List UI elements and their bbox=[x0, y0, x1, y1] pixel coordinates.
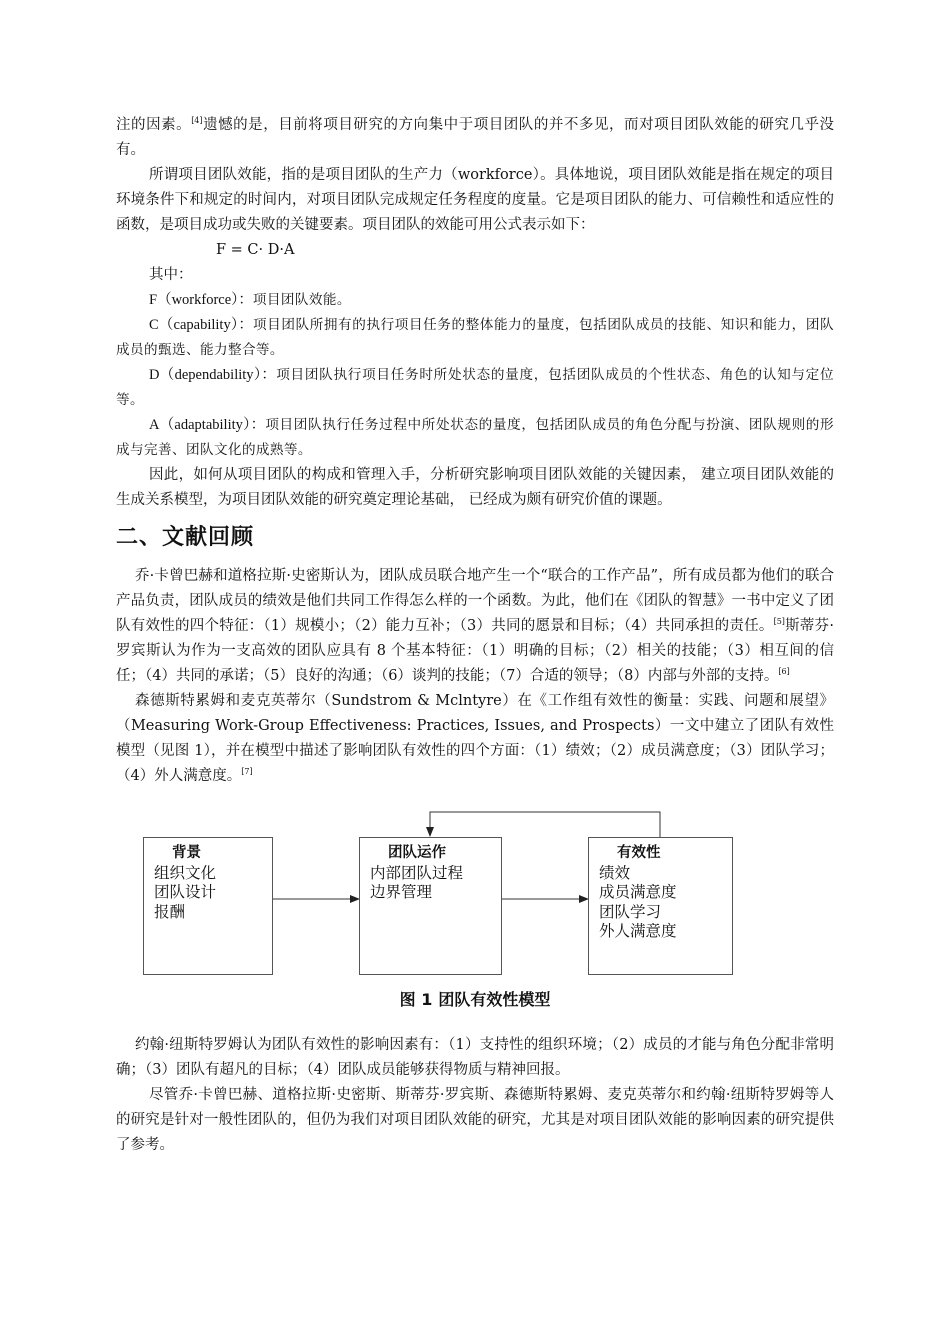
citation-6: [6] bbox=[778, 667, 790, 676]
box-effectiveness-item: 成员满意度 bbox=[599, 883, 677, 901]
definition-list bbox=[116, 288, 834, 463]
paragraph-review-2: 森德斯特累姆和麦克英蒂尔（Sundstrom & Mclntyre）在《工作组有效性的衡量：实践、问题和展望》（Measuring Work-Group Effectiveness: Practices, Issues, and Prospects）一文中建立了团队有效性模型（见图 1），并在模型中描述了影响团队有效性的四个方面：（1）绩效；（2）成员满意度；（3）团队学习；（4）外人满意度。[7] bbox=[116, 693, 834, 784]
citation-4: [4] bbox=[191, 116, 203, 125]
definition-f: F（workforce）：项目团队效能。 bbox=[149, 292, 351, 308]
box-effectiveness-title: 有效性 bbox=[617, 845, 661, 861]
formula: F = C· D·A bbox=[216, 242, 295, 258]
box-effectiveness-item: 绩效 bbox=[599, 863, 631, 882]
paragraph-intro-1: 注的因素。[4]遗憾的是，目前将项目研究的方向集中于项目团队的并不多见，而对项目团队效能的研究几乎没有。 bbox=[116, 116, 835, 158]
box-effectiveness-item: 团队学习 bbox=[599, 902, 662, 921]
definition-a: A（adaptability）：项目团队执行任务过程中所处状态的量度，包括团队成员的角色分配与扮演、团队规则的形成与完善、团队文化的成熟等。 bbox=[116, 417, 835, 458]
box-background-item: 团队设计 bbox=[154, 883, 217, 901]
box-team-operation bbox=[359, 837, 502, 975]
figure-team-effectiveness-model bbox=[116, 797, 834, 983]
box-team-operation-title: 团队运作 bbox=[388, 845, 446, 861]
section-heading: 二、文献回顾 bbox=[116, 525, 255, 550]
definition-d: D（dependability）：项目团队执行项目任务时所处状态的量度，包括团队成员的个性状态、角色的认知与定位等。 bbox=[116, 367, 834, 408]
figure-caption: 图 1 团队有效性模型 bbox=[399, 990, 551, 1009]
feedback-arrow-effectiveness-to-operation bbox=[430, 812, 660, 837]
paragraph-review-1: 乔·卡曾巴赫和道格拉斯·史密斯认为，团队成员联合地产生一个“联合的工作产品”，所有成员都为他们的联合产品负责，团队成员的绩效是他们共同工作得怎么样的一个函数。为此，他们在《团队的智慧》一书中定义了团队有效性的四个特征：（1）规模小；（2）能力互补；（3）共同的愿景和目标；（4）共同承担的责任。[5]斯蒂芬·罗宾斯认为作为一支高效的团队应具有 8 个基本特征：（1）明确的目标；（2）相关的技能；（3）相互间的信任；（4）共同的承诺；（5）良好的沟通；（6）谈判的技能；（7）合适的领导；（8）内部与外部的支持。[6] bbox=[116, 568, 835, 684]
document-page bbox=[116, 113, 834, 1158]
box-background-item: 组织文化 bbox=[154, 863, 217, 882]
box-background bbox=[143, 837, 273, 975]
citation-7: [7] bbox=[241, 767, 253, 776]
box-background-title: 背景 bbox=[172, 845, 201, 861]
box-team-operation-item: 边界管理 bbox=[370, 883, 433, 901]
where-label: 其中： bbox=[149, 267, 193, 283]
box-background-item: 报酬 bbox=[154, 902, 186, 921]
paragraph-review-4: 尽管乔·卡曾巴赫、道格拉斯·史密斯、斯蒂芬·罗宾斯、森德斯特累姆、麦克英蒂尔和约翰·纽斯特罗姆等人的研究是针对一般性团队的，但仍为我们对项目团队效能的研究，尤其是对项目团队效能的影响因素的研究提供了参考。 bbox=[116, 1087, 834, 1153]
paragraph-intro-3: 因此，如何从项目团队的构成和管理入手，分析研究影响项目团队效能的关键因素， 建立项目团队效能的生成关系模型，为项目团队效能的研究奠定理论基础， 已经成为颇有研究价值的课题。 bbox=[116, 467, 834, 508]
paragraph-review-3: 约翰·纽斯特罗姆认为团队有效性的影响因素有：（1）支持性的组织环境；（2）成员的才能与角色分配非常明确；（3）团队有超凡的目标；（4）团队成员能够获得物质与精神回报。 bbox=[116, 1037, 834, 1078]
citation-5: [5] bbox=[773, 617, 785, 626]
box-effectiveness-item: 外人满意度 bbox=[599, 922, 677, 940]
paragraph-intro-2: 所谓项目团队效能，指的是项目团队的生产力（workforce）。具体地说，项目团队效能是指在规定的项目环境条件下和规定的时间内，对项目团队完成规定任务程度的度量。它是项目团队的能力、可信赖性和适应性的函数，是项目成功或失败的关键要素。项目团队的效能可用公式表示如下： bbox=[116, 167, 834, 233]
box-team-operation-item: 内部团队过程 bbox=[370, 863, 464, 882]
box-effectiveness bbox=[588, 837, 733, 975]
definition-c: C（capability）：项目团队所拥有的执行项目任务的整体能力的量度，包括团队成员的技能、知识和能力，团队成员的甄选、能力整合等。 bbox=[116, 317, 834, 358]
